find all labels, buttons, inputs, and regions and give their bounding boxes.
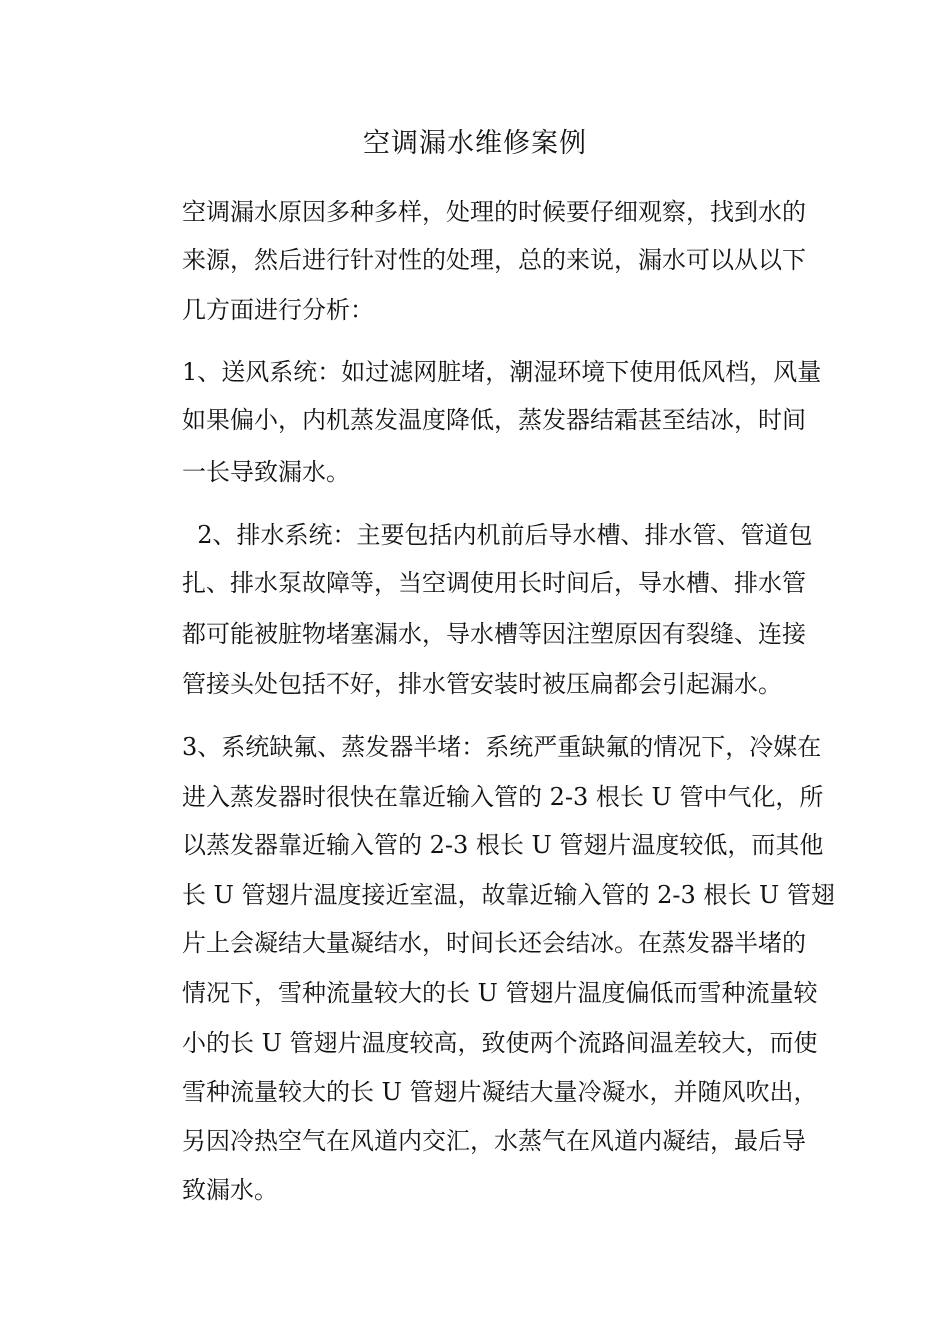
item-3-line: 小的长 U 管翅片温度较高，致使两个流路间温差较大，而使	[182, 1029, 818, 1057]
item-3-line: 进入蒸发器时很快在靠近输入管的 2-3 根长 U 管中气化，所	[182, 783, 824, 811]
item-2-line: 扎、排水泵故障等，当空调使用长时间后，导水槽、排水管	[182, 569, 806, 597]
intro-line: 空调漏水原因多种多样，处理的时候要仔细观察，找到水的	[182, 198, 806, 226]
item-1-line: 如果偏小，内机蒸发温度降低，蒸发器结霜甚至结冰，时间	[182, 406, 806, 434]
item-2-line: 都可能被脏物堵塞漏水，导水槽等因注塑原因有裂缝、连接	[182, 620, 806, 648]
item-1-line: 1、送风系统：如过滤网脏堵，潮湿环境下使用低风档，风量	[182, 358, 822, 386]
intro-line: 几方面进行分析：	[182, 296, 374, 324]
item-1-line: 一长导致漏水。	[182, 458, 350, 486]
intro-line: 来源，然后进行针对性的处理，总的来说，漏水可以从以下	[182, 246, 806, 274]
item-3-line: 片上会凝结大量凝结水，时间长还会结冰。在蒸发器半堵的	[182, 929, 806, 957]
item-3-line: 雪种流量较大的长 U 管翅片凝结大量冷凝水，并随风吹出，	[182, 1078, 818, 1106]
item-2-line: 2、排水系统：主要包括内机前后导水槽、排水管、管道包	[182, 521, 813, 549]
item-3-line: 以蒸发器靠近输入管的 2-3 根长 U 管翅片温度较低，而其他	[182, 831, 824, 859]
item-3-line: 另因冷热空气在风道内交汇，水蒸气在风道内凝结，最后导	[182, 1127, 806, 1155]
item-3-line: 长 U 管翅片温度接近室温，故靠近输入管的 2-3 根长 U 管翅	[182, 881, 835, 909]
item-3-line: 3、系统缺氟、蒸发器半堵：系统严重缺氟的情况下，冷媒在	[182, 733, 822, 761]
document-title: 空调漏水维修案例	[363, 128, 587, 159]
item-3-line: 情况下，雪种流量较大的长 U 管翅片温度偏低而雪种流量较	[182, 979, 818, 1007]
item-2-line: 管接头处包括不好，排水管安装时被压扁都会引起漏水。	[182, 670, 782, 698]
item-3-line: 致漏水。	[182, 1176, 278, 1204]
